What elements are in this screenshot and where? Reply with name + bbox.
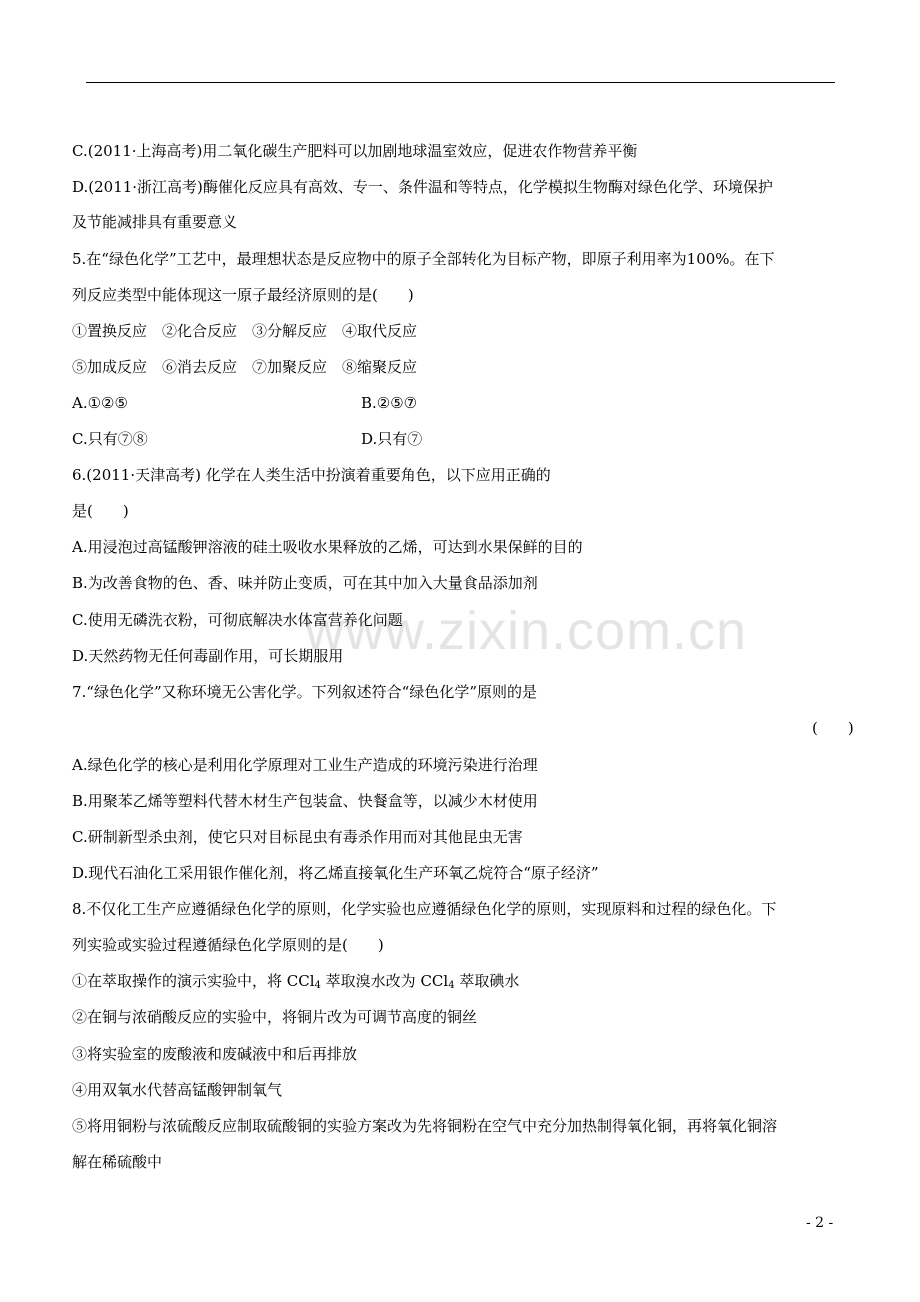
page-number: - 2 - — [806, 1215, 834, 1231]
question-6-stem-line1: 6.(2011·天津高考) 化学在人类生活中扮演着重要角色，以下应用正确的 — [72, 466, 551, 484]
question-6-option-a: A.用浸泡过高锰酸钾溶液的硅土吸收水果释放的乙烯，可达到水果保鲜的目的 — [72, 538, 583, 556]
question-5-option-c: C.只有⑦⑧ — [72, 430, 148, 448]
question-8-stem-line2: 列实验或实验过程遵循绿色化学原则的是( ) — [72, 936, 384, 954]
question-5-options-row1 — [72, 393, 832, 413]
question-7-option-a: A.绿色化学的核心是利用化学原理对工业生产造成的环境污染进行治理 — [72, 756, 538, 774]
question-5-option-d: D.只有⑦ — [361, 430, 423, 448]
question-8-item-1-text-c: 萃取碘水 — [454, 972, 520, 990]
question-6-option-b: B.为改善食物的色、香、味并防止变质，可在其中加入大量食品添加剂 — [72, 574, 538, 592]
question-7-option-d: D.现代石油化工采用银作催化剂，将乙烯直接氧化生产环氧乙烷符合“原子经济” — [72, 864, 599, 882]
question-8-item-3: ③将实验室的废酸液和废碱液中和后再排放 — [72, 1045, 358, 1063]
question-6-option-c: C.使用无磷洗衣粉，可彻底解决水体富营养化问题 — [72, 611, 403, 629]
header-rule — [86, 82, 835, 83]
question-7-answer-paren: ( ) — [812, 719, 854, 737]
question-8-item-1-text-a: ①在萃取操作的演示实验中，将 CCl — [72, 972, 315, 990]
question-7-stem: 7.“绿色化学”又称环境无公害化学。下列叙述符合“绿色化学”原则的是 — [72, 683, 537, 701]
question-8-item-5-line1: ⑤将用铜粉与浓硫酸反应制取硫酸铜的实验方案改为先将铜粉在空气中充分加热制得氧化铜，再将氧化铜溶 — [72, 1117, 778, 1135]
question-8-stem-line1: 8.不仅化工生产应遵循绿色化学的原则，化学实验也应遵循绿色化学的原则，实现原料和过程的绿色化。下 — [72, 900, 777, 918]
option-d-2011-zhejiang-line1: D.(2011·浙江高考)酶催化反应具有高效、专一、条件温和等特点，化学模拟生物酶对绿色化学、环境保护 — [72, 178, 773, 196]
option-c-2011-shanghai: C.(2011·上海高考)用二氧化碳生产肥料可以加剧地球温室效应，促进农作物营养平衡 — [72, 142, 638, 160]
subscript-4: 4 — [314, 980, 321, 991]
question-5-options-row2 — [72, 429, 832, 449]
question-5-option-a: A.①②⑤ — [72, 394, 128, 412]
option-d-2011-zhejiang-line2: 及节能减排具有重要意义 — [72, 213, 238, 231]
question-7-option-c: C.研制新型杀虫剂，使它只对目标昆虫有毒杀作用而对其他昆虫无害 — [72, 828, 523, 846]
question-8-item-4: ④用双氧水代替高锰酸钾制氧气 — [72, 1081, 283, 1099]
question-5-reaction-types-1: ①置换反应 ②化合反应 ③分解反应 ④取代反应 — [72, 322, 418, 340]
question-5-reaction-types-2: ⑤加成反应 ⑥消去反应 ⑦加聚反应 ⑧缩聚反应 — [72, 358, 418, 376]
question-8-item-1 — [72, 971, 519, 996]
watermark: www.zixin.com.cn — [305, 601, 748, 661]
question-7-option-b: B.用聚苯乙烯等塑料代替木材生产包装盒、快餐盒等，以减少木材使用 — [72, 792, 538, 810]
question-8-item-1-text-b: 萃取溴水改为 CCl — [320, 972, 449, 990]
question-6-stem-line2: 是( ) — [72, 502, 129, 520]
subscript-4: 4 — [448, 980, 455, 991]
question-8-item-2: ②在铜与浓硝酸反应的实验中，将铜片改为可调节高度的铜丝 — [72, 1008, 478, 1026]
question-6-option-d: D.天然药物无任何毒副作用，可长期服用 — [72, 647, 344, 665]
question-8-item-5-line2: 解在稀硫酸中 — [72, 1153, 163, 1171]
question-5-stem-line2: 列反应类型中能体现这一原子最经济原则的是( ) — [72, 286, 414, 304]
question-5-stem-line1: 5.在“绿色化学”工艺中，最理想状态是反应物中的原子全部转化为目标产物，即原子利用率为100%。在下 — [72, 250, 775, 268]
question-5-option-b: B.②⑤⑦ — [361, 394, 418, 412]
